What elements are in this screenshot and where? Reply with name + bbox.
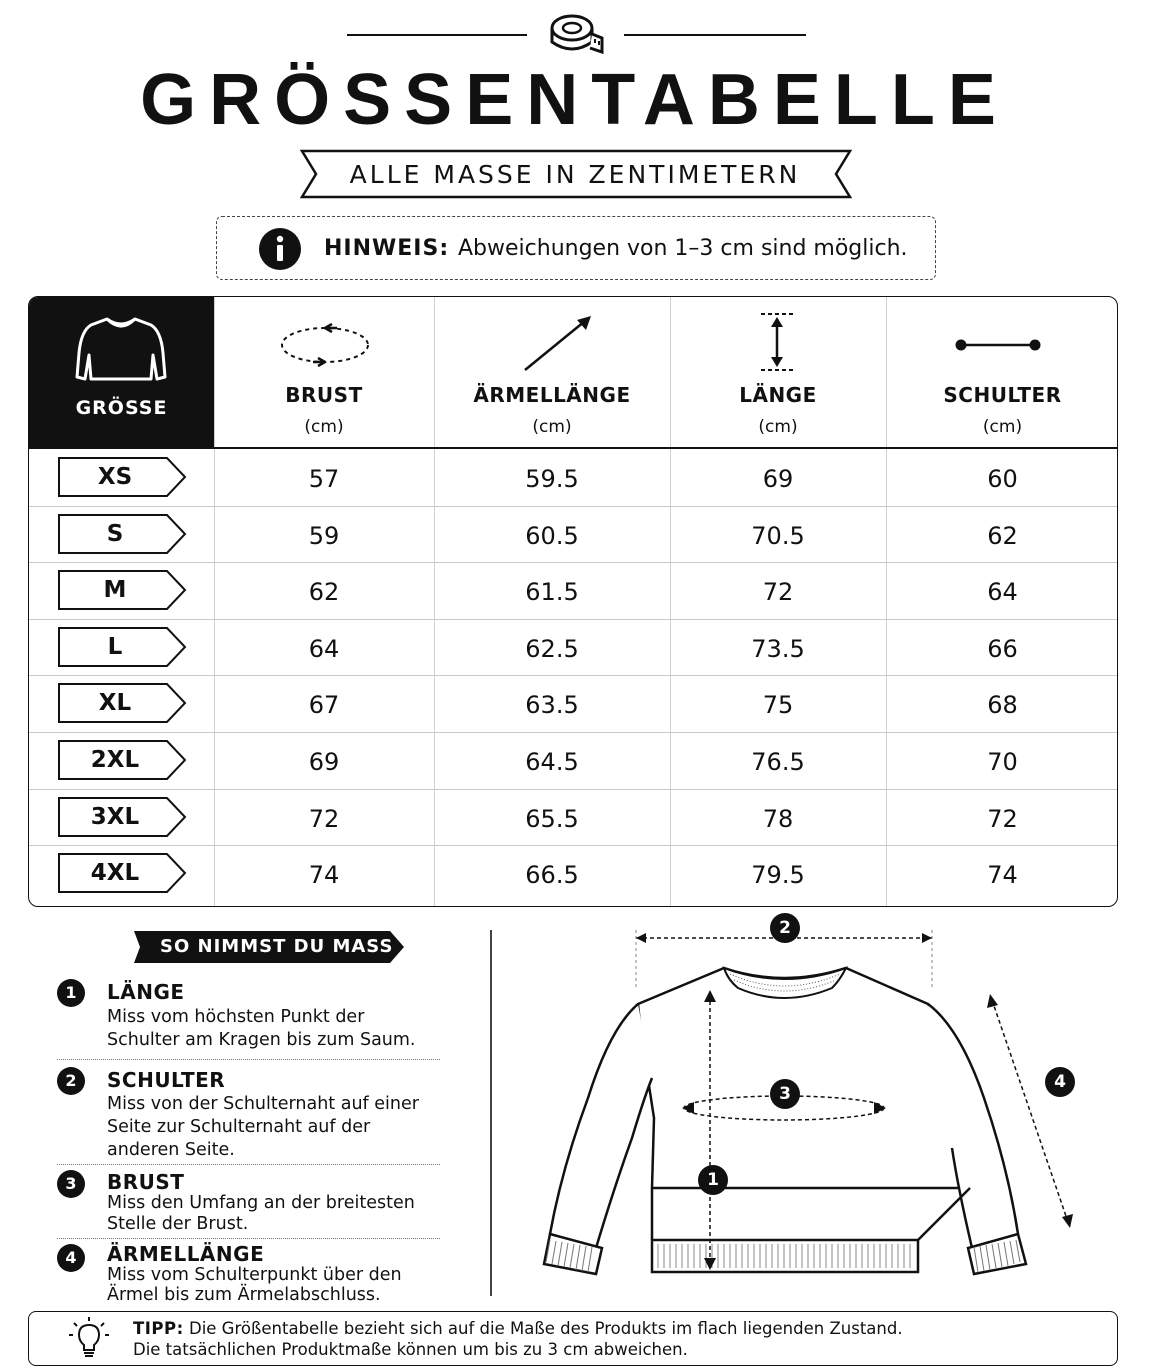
step-text: Seite zur Schulternaht auf der — [107, 1117, 371, 1137]
diagram-marker-1: 1 — [698, 1165, 728, 1195]
step-title-schulter: SCHULTER — [107, 1068, 226, 1092]
row-separator — [29, 845, 1118, 846]
size-label: M — [103, 577, 127, 603]
size-label: XS — [97, 464, 133, 490]
row-separator — [29, 562, 1118, 563]
table-cell: 78 — [762, 805, 794, 833]
table-cell: 69 — [308, 748, 340, 776]
step-text: Miss den Umfang an der breitesten — [107, 1193, 415, 1213]
step-number: 1 — [57, 979, 85, 1007]
table-cell: 61.5 — [525, 578, 579, 606]
table-cell: 60 — [987, 465, 1018, 493]
step-number: 2 — [57, 1067, 85, 1095]
table-cell: 59 — [308, 522, 340, 550]
table-cell: 62 — [987, 522, 1018, 550]
diagram-marker-4: 4 — [1045, 1067, 1075, 1097]
step-number: 4 — [57, 1244, 85, 1272]
table-cell: 65.5 — [525, 805, 579, 833]
sweater-icon — [75, 313, 167, 385]
column-header-brust: BRUST — [285, 383, 363, 407]
length-arrow-icon — [757, 309, 797, 375]
step-divider — [57, 1059, 440, 1060]
step-text: Miss von der Schulternaht auf einer — [107, 1094, 419, 1114]
size-label: 3XL — [90, 804, 140, 830]
table-cell: 66.5 — [525, 861, 579, 889]
column-unit-brust: (cm) — [304, 417, 344, 437]
step-title-brust: BRUST — [107, 1170, 185, 1194]
size-header-label: GRÖSSE — [75, 397, 168, 419]
table-cell: 57 — [308, 465, 340, 493]
step-text: Ärmel bis zum Ärmelabschluss. — [107, 1285, 381, 1305]
row-separator — [29, 732, 1118, 733]
table-cell: 64.5 — [525, 748, 579, 776]
tip-text: Die Größentabelle bezieht sich auf die Maße des Produkts im flach liegenden Zustand. — [189, 1319, 903, 1338]
sweater-diagram — [540, 918, 1140, 1288]
header-divider — [29, 447, 1118, 449]
table-cell: 59.5 — [525, 465, 579, 493]
column-unit-laenge: (cm) — [758, 417, 798, 437]
how-to-label: SO NIMMST DU MASS — [160, 936, 394, 957]
step-text: Miss vom Schulterpunkt über den — [107, 1265, 402, 1285]
column-header-aermellaenge: ÄRMELLÄNGE — [473, 383, 631, 407]
column-header-schulter: SCHULTER — [943, 383, 1062, 407]
tip-label: TIPP: — [133, 1319, 184, 1338]
table-cell: 60.5 — [525, 522, 579, 550]
table-cell: 72 — [762, 578, 794, 606]
step-text: Schulter am Kragen bis zum Saum. — [107, 1030, 416, 1050]
table-cell: 79.5 — [751, 861, 805, 889]
table-cell: 69 — [762, 465, 794, 493]
size-label: L — [107, 634, 123, 660]
table-cell: 70 — [987, 748, 1018, 776]
page-title: GRÖSSENTABELLE — [140, 60, 1009, 140]
size-table — [28, 296, 1118, 907]
size-label: 2XL — [90, 747, 140, 773]
subtitle: ALLE MASSE IN ZENTIMETERN — [349, 160, 801, 189]
table-cell: 72 — [987, 805, 1018, 833]
table-cell: 74 — [987, 861, 1018, 889]
row-separator — [29, 789, 1118, 790]
table-cell: 62.5 — [525, 635, 579, 663]
step-divider — [57, 1164, 440, 1165]
chest-circumference-icon — [277, 321, 373, 369]
size-header-cell — [29, 297, 214, 448]
tip-text: Die tatsächlichen Produktmaße können um bis zu 3 cm abweichen. — [133, 1340, 688, 1359]
diagram-marker-2: 2 — [770, 913, 800, 943]
header-rule-left — [347, 34, 527, 36]
column-header-laenge: LÄNGE — [739, 383, 817, 407]
table-cell: 63.5 — [525, 691, 579, 719]
table-cell: 62 — [308, 578, 340, 606]
note-label: HINWEIS: — [324, 236, 450, 261]
row-separator — [29, 619, 1118, 620]
lightbulb-icon — [66, 1315, 112, 1361]
table-cell: 74 — [308, 861, 340, 889]
row-separator — [29, 675, 1118, 676]
step-title-aermellaenge: ÄRMELLÄNGE — [107, 1242, 265, 1266]
size-label: 4XL — [90, 860, 140, 886]
row-separator — [29, 506, 1118, 507]
step-text: anderen Seite. — [107, 1140, 235, 1160]
section-divider — [490, 930, 492, 1296]
step-title-laenge: LÄNGE — [107, 980, 185, 1004]
step-divider — [57, 1238, 440, 1239]
shoulder-line-icon — [951, 333, 1045, 357]
size-label: S — [106, 521, 124, 547]
table-cell: 70.5 — [751, 522, 805, 550]
size-label: XL — [98, 690, 132, 716]
step-text: Miss vom höchsten Punkt der — [107, 1007, 365, 1027]
info-icon — [258, 227, 302, 271]
step-number: 3 — [57, 1170, 85, 1198]
diagram-marker-3: 3 — [770, 1079, 800, 1109]
table-cell: 64 — [987, 578, 1018, 606]
table-cell: 66 — [987, 635, 1018, 663]
column-unit-schulter: (cm) — [982, 417, 1023, 437]
measuring-tape-icon — [546, 8, 606, 64]
table-cell: 68 — [987, 691, 1018, 719]
table-cell: 72 — [308, 805, 340, 833]
table-cell: 75 — [762, 691, 794, 719]
step-text: Stelle der Brust. — [107, 1214, 249, 1234]
header-rule-right — [624, 34, 806, 36]
table-cell: 64 — [308, 635, 340, 663]
table-cell: 67 — [308, 691, 340, 719]
sleeve-arrow-icon — [519, 313, 595, 375]
note-text: Abweichungen von 1–3 cm sind möglich. — [458, 236, 908, 261]
table-cell: 73.5 — [751, 635, 805, 663]
column-unit-aermellaenge: (cm) — [532, 417, 572, 437]
table-cell: 76.5 — [751, 748, 805, 776]
